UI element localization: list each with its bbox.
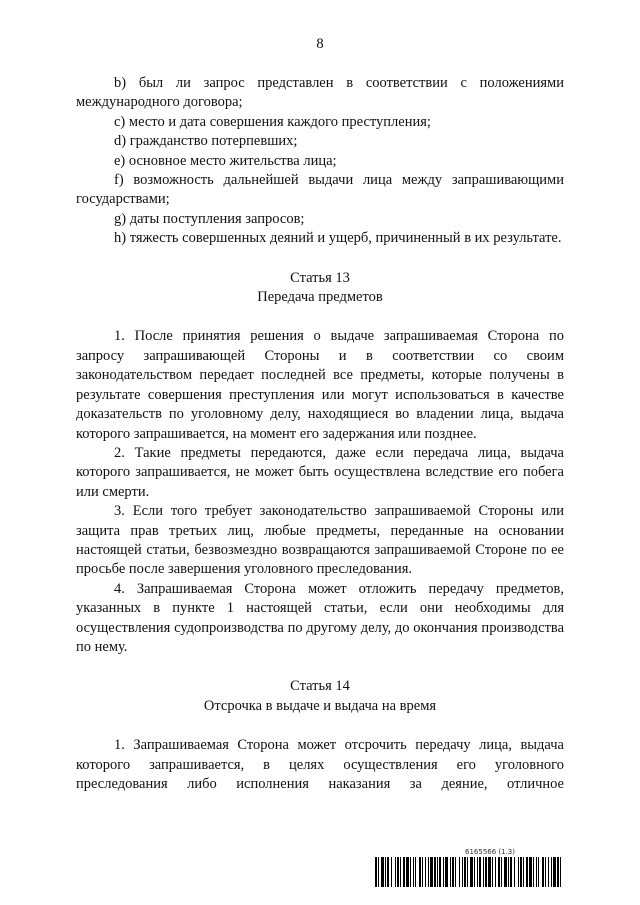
article-13-number: Статья 13: [290, 269, 350, 286]
barcode-icon: [375, 857, 565, 887]
article-14-number: Статья 14: [290, 678, 350, 695]
list-item-c: c) место и дата совершения каждого преступления;: [114, 113, 431, 130]
document-barcode: [375, 848, 565, 887]
article-14-paragraph-1: 1. Запрашиваемая Сторона может отсрочить передачу лица, выдача которого запрашивается, в целях осуществления его уголовного преследования либо исполнения наказания за деяние, отличное: [76, 737, 564, 792]
list-item-e: e) основное место жительства лица;: [114, 152, 337, 169]
article-14-title: Отсрочка в выдаче и выдача на время: [203, 697, 437, 714]
list-item-h: h) тяжесть совершенных деяний и ущерб, причиненный в их результате.: [114, 230, 562, 247]
article-13-paragraph-4: 4. Запрашиваемая Сторона может отложить передачу предметов, указанных в пункте 1 настоящей статьи, если они необходимы для осуществления судопроизводства по другому делу, до окончания производства по нему.: [76, 580, 564, 655]
document-code: 6165566 (1.3): [465, 848, 515, 856]
article-13-paragraph-1: 1. После принятия решения о выдаче запрашиваемая Сторона по запросу запрашивающей Стороны и в соответствии со своим законодательством передает последней все предметы, которые получены в результате совершения преступления или могут использоваться в качестве доказательств по уголовному делу, находящиеся во владении лица, выдача которого запрашивается, на момент его задержания или позднее.: [76, 328, 564, 442]
list-item-f: f) возможность дальнейшей выдачи лица между запрашивающими государствами;: [76, 172, 564, 208]
article-13-title: Передача предметов: [257, 289, 383, 306]
page-number: 8: [316, 36, 324, 52]
barcode-gap: [561, 857, 562, 887]
list-item-b: b) был ли запрос представлен в соответствии с положениями международного договора;: [76, 75, 564, 111]
article-13-paragraph-2: 2. Такие предметы передаются, даже если передача лица, выдача которого запрашивается, не может быть осуществлена вследствие его побега или смерти.: [76, 444, 564, 500]
list-item-g: g) даты поступления запросов;: [114, 210, 305, 227]
list-item-d: d) гражданство потерпевших;: [114, 133, 298, 150]
article-13-paragraph-3: 3. Если того требует законодательство запрашиваемой Стороны или защита прав третьих лиц, любые предметы, переданные на основании настоящей статьи, безвозмездно возвращаются запрашиваемой Стороне по ее просьбе после завершения уголовного преследования.: [76, 503, 564, 578]
document-body: [76, 74, 564, 794]
